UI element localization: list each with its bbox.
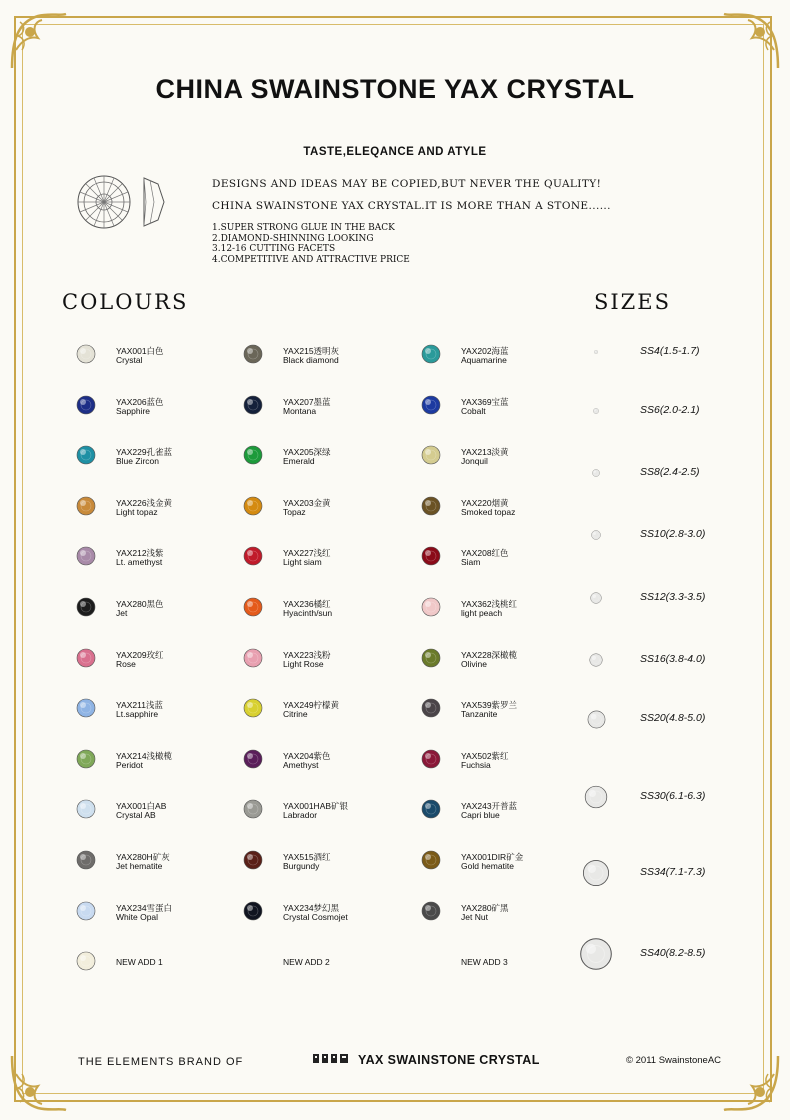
colour-new-add-label: NEW ADD 1: [116, 957, 163, 968]
colour-name: Crystal: [116, 355, 143, 365]
gem-swatch-icon: [243, 901, 263, 921]
colour-code: YAX280H矿灰: [116, 852, 170, 862]
gem-swatch-icon: [243, 850, 263, 870]
size-gem-icon: [594, 350, 598, 354]
colour-name: Amethyst: [283, 759, 319, 770]
gem-swatch-icon: [421, 698, 441, 718]
colour-name: Labrador: [283, 810, 318, 821]
gem-swatch-icon: [76, 648, 96, 668]
feature-list: [212, 223, 410, 265]
colour-name: Jet: [116, 608, 128, 618]
gem-swatch-icon: [421, 799, 441, 819]
colour-code: YAX362浅桃红: [461, 599, 518, 609]
colour-name: Burgundy: [283, 861, 320, 871]
size-label: SS16(3.8-4.0): [640, 653, 706, 665]
gem-swatch-icon: [76, 344, 96, 364]
footer-elements-brand: THE ELEMENTS BRAND OF: [78, 1056, 244, 1068]
colour-name: Light siam: [283, 557, 322, 568]
gem-swatch-icon: [76, 850, 96, 870]
colour-new-add-label: NEW ADD 2: [283, 957, 330, 968]
colour-code: YAX243开普蓝: [461, 801, 518, 812]
gem-swatch-icon: [243, 344, 263, 364]
colour-code: YAX214浅橄榄: [116, 750, 173, 761]
colour-code: YAX204紫色: [283, 750, 331, 761]
colour-name: Cobalt: [461, 405, 486, 416]
colour-code: YAX280矿黑: [461, 902, 509, 913]
colour-code: YAX208红色: [461, 548, 509, 559]
colour-code: YAX213淡黄: [461, 447, 509, 458]
colour-code: YAX539紫罗兰: [461, 700, 518, 711]
gem-swatch-icon: [421, 395, 441, 415]
gem-swatch-icon: [243, 546, 263, 566]
colour-code: YAX249柠檬黄: [283, 700, 340, 711]
size-gem-icon: [587, 710, 606, 729]
colour-code: YAX223浅粉: [283, 649, 331, 660]
gem-swatch-icon: [421, 597, 441, 617]
colour-code: YAX207墨蓝: [283, 396, 331, 407]
colour-name: Blue Zircon: [116, 456, 159, 467]
colour-code: YAX229孔雀蓝: [116, 447, 173, 458]
gem-swatch-icon: [243, 445, 263, 465]
tagline-stone: CHINA SWAINSTONE YAX CRYSTAL.IT IS MORE THAN A STONE......: [212, 200, 611, 212]
corner-ornament-icon: [8, 10, 70, 72]
colour-code: YAX001白AB: [116, 801, 167, 812]
colour-name: light peach: [461, 608, 503, 618]
corner-ornament-icon: [720, 1052, 782, 1114]
colour-code: YAX212浅紫: [116, 548, 164, 559]
size-gem-icon: [579, 937, 613, 971]
colour-name: Lt.sapphire: [116, 709, 159, 720]
colour-name: Crystal Cosmojet: [283, 911, 348, 922]
gem-swatch-icon: [243, 698, 263, 718]
size-label: SS4(1.5-1.7): [640, 345, 700, 357]
size-label: SS12(3.3-3.5): [640, 591, 706, 603]
size-gem-icon: [590, 592, 602, 604]
colour-code: YAX236橘红: [283, 599, 331, 609]
footer-brand-name: YAX SWAINSTONE CRYSTAL: [358, 1053, 540, 1067]
brand-logo-icon: [312, 1052, 350, 1066]
colour-code: YAX001HAB矿银: [283, 801, 349, 812]
colour-code: YAX206蓝色: [116, 396, 164, 407]
gem-swatch-icon: [76, 546, 96, 566]
colour-code: YAX001DIR矿金: [461, 852, 524, 862]
colour-code: YAX280黑色: [116, 599, 164, 609]
footer-copyright: © 2011 SwainstoneAC: [626, 1055, 722, 1066]
colour-name: Black diamond: [283, 355, 339, 365]
colour-code: YAX220烟黄: [461, 497, 509, 508]
gem-swatch-icon: [76, 749, 96, 769]
page-title: CHINA SWAINSTONE YAX CRYSTAL: [155, 74, 635, 104]
gem-swatch-icon: [76, 597, 96, 617]
gem-swatch-icon: [76, 698, 96, 718]
gem-swatch-icon: [243, 597, 263, 617]
colour-name: Jonquil: [461, 456, 488, 467]
colour-code: YAX234雪蛋白: [116, 902, 173, 913]
colour-name: White Opal: [116, 911, 159, 922]
gem-swatch-icon: [421, 445, 441, 465]
colour-code: YAX227浅红: [283, 548, 331, 559]
colour-name: Peridot: [116, 759, 143, 770]
gem-swatch-icon: [76, 496, 96, 516]
colour-name: Citrine: [283, 709, 308, 720]
colour-name: Light Rose: [283, 658, 324, 669]
colours-heading: COLOURS: [62, 290, 189, 314]
feature-item: 3.12-16 CUTTING FACETS: [212, 244, 336, 254]
size-label: SS10(2.8-3.0): [640, 528, 706, 540]
gem-swatch-icon: [243, 395, 263, 415]
colour-name: Light topaz: [116, 506, 158, 517]
size-label: SS8(2.4-2.5): [640, 466, 700, 478]
size-gem-icon: [582, 859, 610, 887]
colour-name: Jet Nut: [461, 911, 488, 922]
colour-code: YAX515酒红: [283, 852, 331, 862]
colour-code: YAX211浅蓝: [116, 700, 163, 711]
colour-name: Montana: [283, 405, 317, 416]
gem-swatch-icon: [421, 496, 441, 516]
gem-swatch-icon: [243, 799, 263, 819]
page-subtitle: TASTE,ELEQANCE AND ATYLE: [303, 146, 487, 158]
colour-name: Emerald: [283, 456, 315, 467]
colour-code: YAX226浅金黄: [116, 497, 173, 508]
colour-name: Olivine: [461, 658, 487, 669]
feature-item: 2.DIAMOND-SHINNING LOOKING: [212, 233, 374, 244]
colour-name: Lt. amethyst: [116, 557, 163, 568]
size-gem-icon: [591, 530, 601, 540]
colour-code: YAX001白色: [116, 346, 164, 356]
gem-swatch-icon: [421, 546, 441, 566]
colour-name: Capri blue: [461, 810, 500, 821]
colour-name: Jet hematite: [116, 861, 163, 871]
colour-new-add-label: NEW ADD 3: [461, 957, 508, 968]
colour-code: YAX202海蓝: [461, 346, 509, 356]
colour-code: YAX215透明灰: [283, 346, 340, 356]
colour-name: Siam: [461, 557, 481, 568]
colour-code: YAX234梦幻黑: [283, 902, 340, 913]
gem-swatch-icon: [421, 648, 441, 668]
size-label: SS30(6.1-6.3): [640, 790, 706, 802]
colour-name: Gold hematite: [461, 861, 514, 871]
colour-name: Crystal AB: [116, 810, 156, 821]
gem-swatch-icon: [421, 850, 441, 870]
colour-name: Rose: [116, 658, 136, 669]
gem-swatch-icon: [76, 951, 96, 971]
gem-swatch-icon: [243, 648, 263, 668]
corner-ornament-icon: [720, 10, 782, 72]
colour-code: YAX369宝蓝: [461, 396, 509, 407]
feature-item: 1.SUPER STRONG GLUE IN THE BACK: [212, 223, 395, 233]
size-gem-icon: [584, 785, 608, 809]
gem-swatch-icon: [76, 901, 96, 921]
size-label: SS40(8.2-8.5): [640, 947, 706, 959]
feature-item: 4.COMPETITIVE AND ATTRACTIVE PRICE: [212, 254, 410, 265]
gem-swatch-icon: [421, 749, 441, 769]
colour-name: Smoked topaz: [461, 506, 516, 517]
gem-swatch-icon: [76, 395, 96, 415]
gem-swatch-icon: [243, 749, 263, 769]
corner-ornament-icon: [8, 1052, 70, 1114]
gem-swatch-icon: [76, 445, 96, 465]
colour-code: YAX205深绿: [283, 447, 331, 458]
colour-code: YAX502紫红: [461, 750, 509, 761]
gem-swatch-icon: [421, 344, 441, 364]
colour-code: YAX203金黄: [283, 497, 331, 508]
colour-name: Topaz: [283, 506, 306, 517]
sizes-heading: SIZES: [594, 290, 671, 314]
colour-code: YAX209玫红: [116, 649, 164, 660]
gem-swatch-icon: [76, 799, 96, 819]
colour-name: Aquamarine: [461, 355, 507, 365]
size-gem-icon: [593, 408, 599, 414]
colour-name: Sapphire: [116, 405, 151, 416]
size-label: SS6(2.0-2.1): [640, 404, 700, 416]
colour-name: Fuchsia: [461, 759, 491, 770]
colour-name: Tanzanite: [461, 709, 498, 720]
gem-swatch-icon: [243, 496, 263, 516]
tagline-quality: DESIGNS AND IDEAS MAY BE COPIED,BUT NEVER THE QUALITY!: [212, 178, 602, 190]
gem-swatch-icon: [421, 901, 441, 921]
size-gem-icon: [589, 653, 603, 667]
size-label: SS20(4.8-5.0): [640, 712, 706, 724]
colour-code: YAX228深橄榄: [461, 649, 518, 660]
size-gem-icon: [592, 469, 600, 477]
size-label: SS34(7.1-7.3): [640, 866, 706, 878]
colour-name: Hyacinth/sun: [283, 608, 333, 618]
rhinestone-diagram-icon: [74, 170, 174, 240]
